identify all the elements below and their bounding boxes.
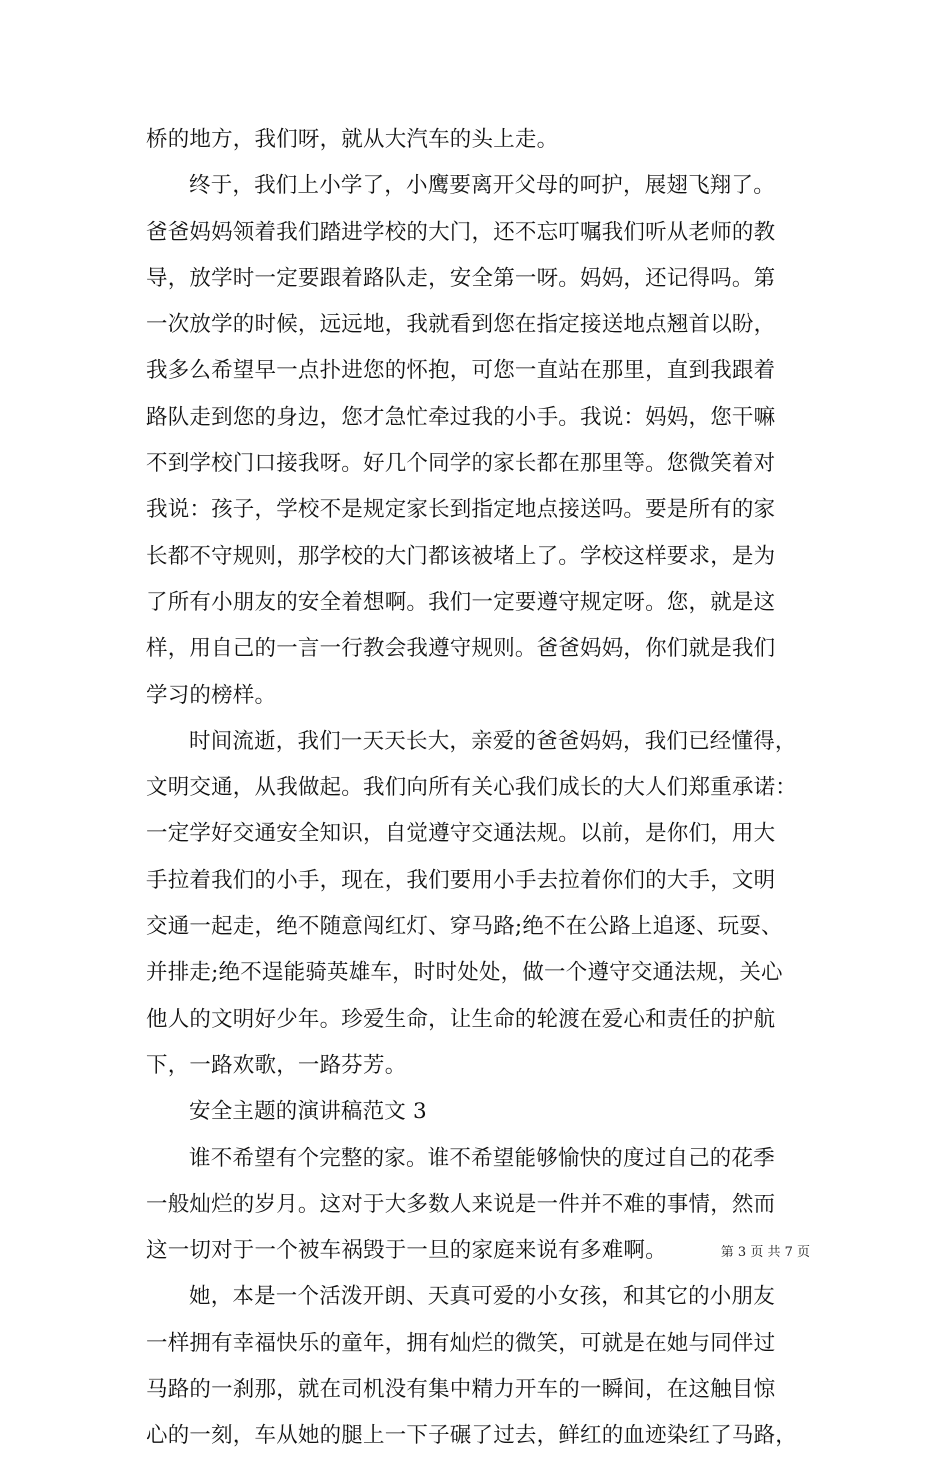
text-line: 长都不守规则，那学校的大门都该被堵上了。学校这样要求，是为 xyxy=(146,543,776,569)
page-number: 第 3 页 共 7 页 xyxy=(720,1245,810,1260)
text-line: 导，放学时一定要跟着路队走，安全第一呀。妈妈，还记得吗。第 xyxy=(146,265,776,291)
text-line: 下，一路欢歌，一路芬芳。 xyxy=(146,1052,407,1078)
text-line: 桥的地方，我们呀，就从大汽车的头上走。 xyxy=(146,127,559,152)
text-line: 样，用自己的一言一行教会我遵守规则。爸爸妈妈，你们就是我们 xyxy=(146,636,776,662)
text-line: 我说：孩子，学校不是规定家长到指定地点接送吗。要是所有的家 xyxy=(146,497,776,523)
text-line: 了所有小朋友的安全着想啊。我们一定要遵守规定呀。您，就是这 xyxy=(146,589,776,615)
text-line: 路队走到您的身边，您才急忙牵过我的小手。我说：妈妈，您干嘛 xyxy=(146,404,776,430)
text-line: 马路的一刹那，就在司机没有集中精力开车的一瞬间，在这触目惊 xyxy=(146,1377,776,1403)
text-line: 谁不希望有个完整的家。谁不希望能够愉快的度过自己的花季 xyxy=(189,1145,775,1171)
text-line: 时间流逝，我们一天天长大，亲爱的爸爸妈妈，我们已经懂得， xyxy=(189,728,797,754)
section-heading: 安全主题的演讲稿范文 3 xyxy=(189,1099,427,1125)
text-line: 不到学校门口接我呀。好几个同学的家长都在那里等。您微笑着对 xyxy=(146,451,776,477)
text-line: 手拉着我们的小手，现在，我们要用小手去拉着你们的大手，文明 xyxy=(146,867,776,893)
text-line: 她，本是一个活泼开朗、天真可爱的小女孩，和其它的小朋友 xyxy=(189,1284,775,1310)
text-line: 一般灿烂的岁月。这对于大多数人来说是一件并不难的事情，然而 xyxy=(146,1191,776,1217)
text-line: 心的一刻，车从她的腿上一下子碾了过去，鲜红的血迹染红了马路， xyxy=(146,1423,798,1449)
text-line: 他人的文明好少年。珍爱生命，让生命的轮渡在爱心和责任的护航 xyxy=(146,1006,776,1032)
text-line: 爸爸妈妈领着我们踏进学校的大门，还不忘叮嘱我们听从老师的教 xyxy=(146,219,776,245)
text-line: 文明交通，从我做起。我们向所有关心我们成长的大人们郑重承诺： xyxy=(146,775,798,801)
text-line: 学习的榜样。 xyxy=(146,682,277,708)
text-line: 终于，我们上小学了，小鹰要离开父母的呵护，展翅飞翔了。 xyxy=(189,173,775,199)
text-line: 一定学好交通安全知识，自觉遵守交通法规。以前，是你们，用大 xyxy=(146,821,776,847)
text-line: 一次放学的时候，远远地，我就看到您在指定接送地点翘首以盼， xyxy=(146,312,776,338)
text-line: 这一切对于一个被车祸毁于一旦的家庭来说有多难啊。 xyxy=(146,1238,667,1264)
text-line: 并排走;绝不逞能骑英雄车，时时处处，做一个遵守交通法规，关心 xyxy=(146,960,783,986)
text-line: 交通一起走，绝不随意闯红灯、穿马路;绝不在公路上追逐、玩耍、 xyxy=(146,914,783,940)
text-line: 一样拥有幸福快乐的童年，拥有灿烂的微笑，可就是在她与同伴过 xyxy=(146,1330,776,1356)
text-line: 我多么希望早一点扑进您的怀抱，可您一直站在那里，直到我跟着 xyxy=(146,358,776,384)
